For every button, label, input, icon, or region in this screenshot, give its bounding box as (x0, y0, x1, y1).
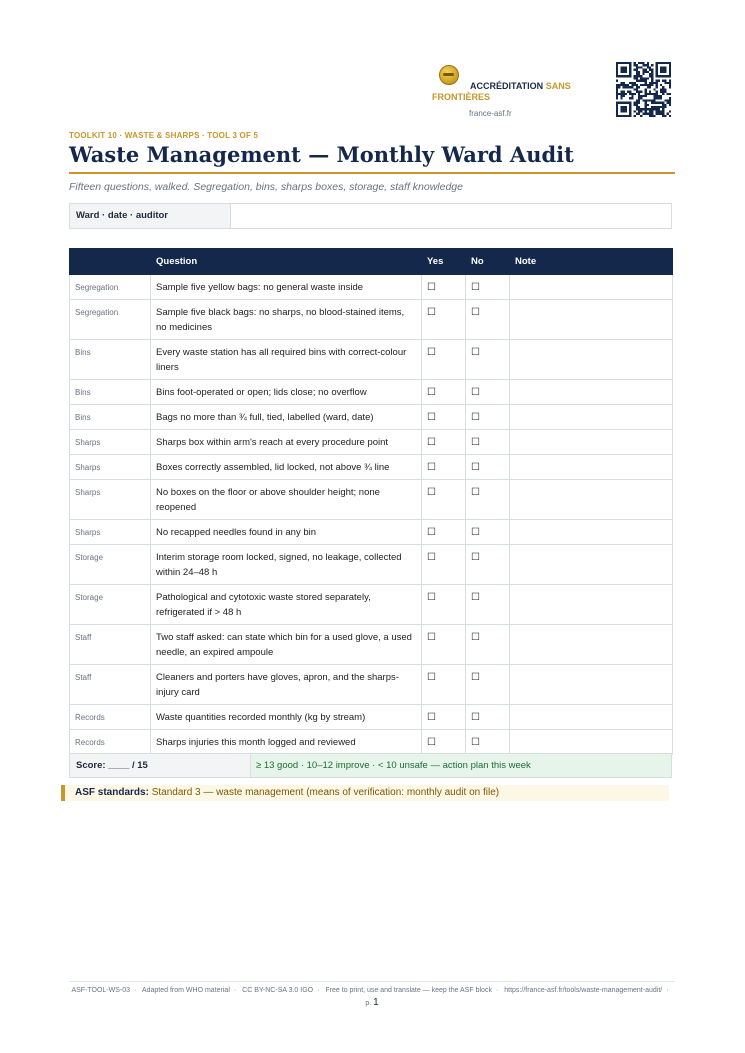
row-question: Pathological and cytotoxic waste stored separately, refrigerated if > 48 h (151, 585, 422, 625)
no-checkbox[interactable]: ☐ (466, 340, 510, 380)
row-note-field[interactable] (510, 705, 673, 730)
row-note-field[interactable] (510, 340, 673, 380)
row-note-field[interactable] (510, 545, 673, 585)
table-row (70, 665, 673, 705)
brand-url[interactable]: france-asf.fr (469, 109, 512, 118)
yes-checkbox[interactable]: ☐ (422, 730, 466, 755)
page-footer: ASF-TOOL-WS-03 · Adapted from WHO material · CC BY-NC-SA 3.0 IGO · Free to print, use and translate — keep the ASF block · https://france-asf.fr/tools/waste-management-audit/ · p. 1 (71, 987, 669, 1008)
table-row (70, 545, 673, 585)
row-category: Staff (70, 665, 151, 705)
footer-usage: Free to print, use and translate — keep the ASF block (325, 987, 492, 994)
header-category (70, 249, 151, 275)
yes-checkbox[interactable]: ☐ (422, 300, 466, 340)
score-legend: ≥ 13 good · 10–12 improve · < 10 unsafe — action plan this week (251, 754, 671, 777)
table-row (70, 340, 673, 380)
no-checkbox[interactable]: ☐ (466, 705, 510, 730)
row-note-field[interactable] (510, 300, 673, 340)
title-divider (69, 172, 675, 174)
standards-label: ASF standards: (75, 787, 149, 798)
footer-page-label: p. (365, 1000, 372, 1007)
brand-block (430, 64, 600, 124)
row-note-field[interactable] (510, 455, 673, 480)
yes-checkbox[interactable]: ☐ (422, 455, 466, 480)
no-checkbox[interactable]: ☐ (466, 275, 510, 300)
yes-checkbox[interactable]: ☐ (422, 520, 466, 545)
row-category: Sharps (70, 480, 151, 520)
score-bar (69, 753, 672, 778)
table-row (70, 300, 673, 340)
row-note-field[interactable] (510, 405, 673, 430)
yes-checkbox[interactable]: ☐ (422, 275, 466, 300)
row-note-field[interactable] (510, 585, 673, 625)
row-note-field[interactable] (510, 665, 673, 705)
no-checkbox[interactable]: ☐ (466, 730, 510, 755)
yes-checkbox[interactable]: ☐ (422, 705, 466, 730)
row-question: Sample five black bags: no sharps, no blood-stained items, no medicines (151, 300, 422, 340)
footer-url[interactable]: https://france-asf.fr/tools/waste-management-audit/ (504, 987, 663, 994)
row-question: Sharps box within arm's reach at every procedure point (151, 430, 422, 455)
yes-checkbox[interactable]: ☐ (422, 625, 466, 665)
score-label[interactable]: Score: ____ / 15 (70, 754, 251, 777)
no-checkbox[interactable]: ☐ (466, 665, 510, 705)
header-note: Note (510, 249, 673, 275)
no-checkbox[interactable]: ☐ (466, 545, 510, 585)
footer-source: Adapted from WHO material (141, 987, 230, 994)
row-question: Cleaners and porters have gloves, apron, and the sharps-injury card (151, 665, 422, 705)
table-row (70, 705, 673, 730)
footer-page-number: 1 (373, 997, 379, 1008)
yes-checkbox[interactable]: ☐ (422, 340, 466, 380)
page-title: Waste Management — Monthly Ward Audit (69, 142, 574, 167)
table-row (70, 430, 673, 455)
qr-code-icon (616, 62, 671, 117)
table-row (70, 455, 673, 480)
table-row (70, 275, 673, 300)
row-note-field[interactable] (510, 730, 673, 755)
row-category: Bins (70, 340, 151, 380)
row-question: Boxes correctly assembled, lid locked, not above ¾ line (151, 455, 422, 480)
yes-checkbox[interactable]: ☐ (422, 405, 466, 430)
brand-name-part2: SANS FRONTIÈRES (432, 81, 571, 102)
yes-checkbox[interactable]: ☐ (422, 430, 466, 455)
table-row (70, 480, 673, 520)
row-category: Sharps (70, 520, 151, 545)
row-note-field[interactable] (510, 520, 673, 545)
no-checkbox[interactable]: ☐ (466, 380, 510, 405)
row-category: Records (70, 730, 151, 755)
yes-checkbox[interactable]: ☐ (422, 665, 466, 705)
row-category: Bins (70, 405, 151, 430)
row-category: Records (70, 705, 151, 730)
brand-name-part1: ACCRÉDITATION (470, 81, 544, 91)
row-category: Sharps (70, 455, 151, 480)
row-category: Segregation (70, 275, 151, 300)
no-checkbox[interactable]: ☐ (466, 405, 510, 430)
footer-code: ASF-TOOL-WS-03 (71, 987, 131, 994)
toolkit-kicker: TOOLKIT 10 · WASTE & SHARPS · TOOL 3 OF 5 (69, 131, 259, 140)
no-checkbox[interactable]: ☐ (466, 520, 510, 545)
table-row (70, 625, 673, 665)
row-category: Bins (70, 380, 151, 405)
row-category: Segregation (70, 300, 151, 340)
row-question: Sharps injuries this month logged and reviewed (151, 730, 422, 755)
header-no: No (466, 249, 510, 275)
no-checkbox[interactable]: ☐ (466, 480, 510, 520)
header-yes: Yes (422, 249, 466, 275)
no-checkbox[interactable]: ☐ (466, 455, 510, 480)
standards-text: Standard 3 — waste management (means of verification: monthly audit on file) (151, 787, 500, 798)
ward-date-auditor-field[interactable] (69, 203, 672, 229)
asf-standards-note (61, 785, 669, 801)
row-category: Staff (70, 625, 151, 665)
no-checkbox[interactable]: ☐ (466, 585, 510, 625)
table-row (70, 380, 673, 405)
audit-table-header (70, 249, 673, 275)
no-checkbox[interactable]: ☐ (466, 300, 510, 340)
row-note-field[interactable] (510, 380, 673, 405)
row-note-field[interactable] (510, 430, 673, 455)
footer-license: CC BY-NC-SA 3.0 IGO (242, 987, 314, 994)
no-checkbox[interactable]: ☐ (466, 625, 510, 665)
row-note-field[interactable] (510, 625, 673, 665)
row-category: Sharps (70, 430, 151, 455)
no-checkbox[interactable]: ☐ (466, 430, 510, 455)
row-question: No boxes on the floor or above shoulder height; none reopened (151, 480, 422, 520)
page-subtitle: Fifteen questions, walked. Segregation, bins, sharps boxes, storage, staff knowledge (69, 181, 463, 193)
yes-checkbox[interactable]: ☐ (422, 480, 466, 520)
row-question: Bins foot-operated or open; lids close; no overflow (151, 380, 422, 405)
brand-name (432, 81, 592, 103)
yes-checkbox[interactable]: ☐ (422, 545, 466, 585)
row-question: Sample five yellow bags: no general waste inside (151, 275, 422, 300)
ward-date-auditor-label: Ward · date · auditor (70, 204, 231, 228)
yes-checkbox[interactable]: ☐ (422, 380, 466, 405)
audit-table (69, 248, 673, 755)
row-category: Storage (70, 585, 151, 625)
row-question: Interim storage room locked, signed, no leakage, collected within 24–48 h (151, 545, 422, 585)
header-question: Question (151, 249, 422, 275)
row-question: No recapped needles found in any bin (151, 520, 422, 545)
row-question: Every waste station has all required bins with correct-colour liners (151, 340, 422, 380)
footer-divider (69, 981, 675, 982)
row-note-field[interactable] (510, 275, 673, 300)
row-question: Bags no more than ¾ full, tied, labelled (ward, date) (151, 405, 422, 430)
table-row (70, 730, 673, 755)
audit-table-body (70, 275, 673, 755)
row-note-field[interactable] (510, 480, 673, 520)
row-question: Two staff asked: can state which bin for a used glove, a used needle, an expired ampoule (151, 625, 422, 665)
table-row (70, 520, 673, 545)
row-question: Waste quantities recorded monthly (kg by stream) (151, 705, 422, 730)
yes-checkbox[interactable]: ☐ (422, 585, 466, 625)
table-row (70, 585, 673, 625)
row-category: Storage (70, 545, 151, 585)
table-row (70, 405, 673, 430)
